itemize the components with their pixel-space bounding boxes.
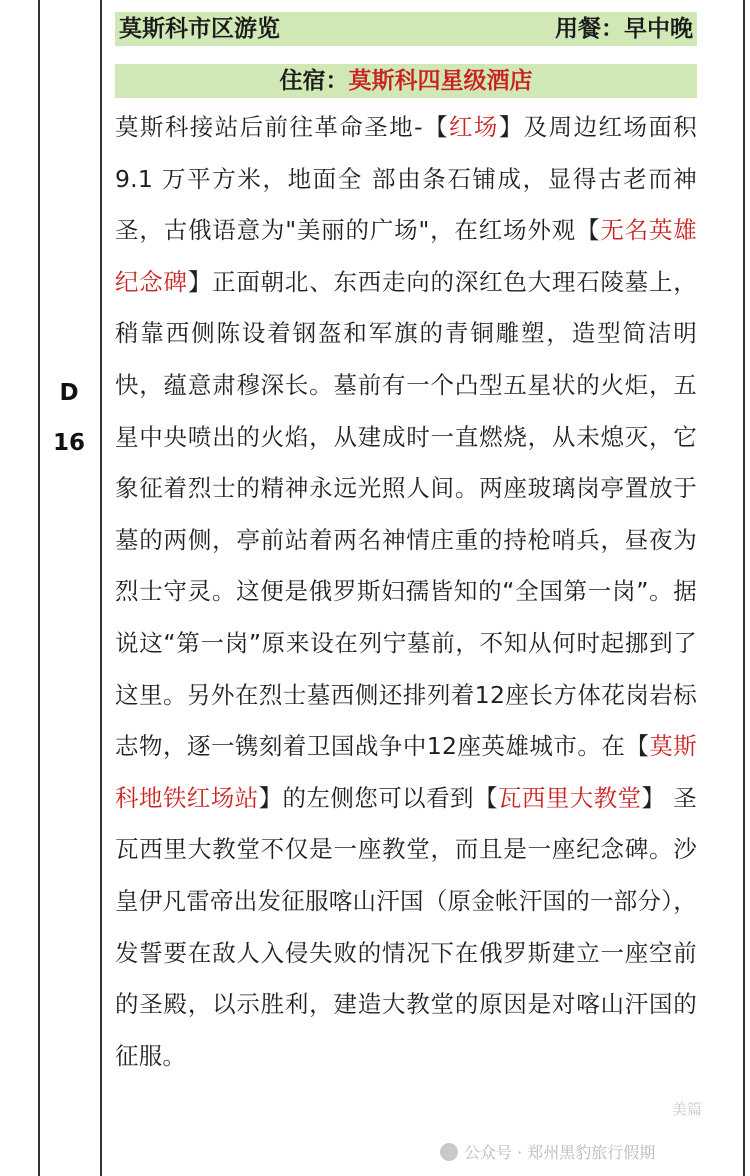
paragraph-text: 【	[625, 732, 650, 761]
watermark: 美篇	[672, 1100, 703, 1118]
day-content	[115, 12, 697, 1082]
meal-label: 用餐：	[555, 16, 624, 42]
highlighted-place: 瓦西里大教堂	[497, 783, 642, 812]
meal-info	[555, 12, 693, 46]
day-letter: D	[59, 380, 79, 406]
paragraph-text: 】的左侧您可以看到	[258, 783, 474, 812]
wechat-icon	[440, 1143, 458, 1161]
paragraph-text: 【	[576, 216, 601, 245]
stay-value: 莫斯科四星级酒店	[348, 68, 533, 94]
paragraph-text: 【	[422, 113, 449, 141]
accommodation-bar	[115, 64, 697, 98]
paragraph-text: 】及周边红场面积 9.1 万平方米，地面全 部由条石铺成，显得古老而神圣，古俄语意为"美丽的广场"，在红场外观	[115, 113, 697, 245]
paragraph-text: 莫斯科接站后前往革命圣地-	[115, 113, 423, 141]
footer-text: 公众号 · 郑州黑豹旅行假期	[464, 1143, 656, 1162]
paragraph-text: 】 圣瓦西里大教堂不仅是一座教堂，而且是一座纪念碑。沙皇伊凡雷帝出发征服喀山汗国（原金帐汗国的一部分），发誓要在敌人入侵失败的情况下在俄罗斯建立一座空前的圣殿，以示胜利，建造大教堂的原因是对喀山汗国的征服。	[115, 783, 697, 1070]
footer-source	[440, 1140, 655, 1163]
highlighted-place: 莫斯科地铁红场站	[115, 732, 697, 812]
meal-value: 早中晚	[624, 16, 693, 42]
highlighted-place: 红场	[448, 113, 499, 141]
column-divider	[100, 0, 102, 1176]
highlighted-place: 无名英雄纪念碑	[115, 216, 698, 296]
day-label	[38, 368, 100, 468]
paragraph-text: 】正面朝北、东西走向的深红色大理石陵墓上，稍靠西侧陈设着钢盔和军旗的青铜雕塑，造型简洁明快，蕴意肃穆深长。墓前有一个凸型五星状的火炬，五星中央喷出的火焰，从建成时一直燃烧，从未熄灭，它象征着烈士的精神永远光照人间。两座玻璃岗亭置放于墓的两侧，亭前站着两名神情庄重的持枪哨兵，昼夜为烈士守灵。这便是俄罗斯妇孺皆知的“全国第一岗”。据说这“第一岗”原来设在列宁墓前，不知从何时起挪到了这里。另外在烈士墓西侧还排列着12座长方体花岗岩标志物，逐一镌刻着卫国战争中12座英雄城市。在	[115, 267, 697, 761]
itinerary-paragraph	[115, 102, 697, 1082]
stay-label: 住宿：	[279, 68, 349, 94]
paragraph-text: 【	[473, 783, 498, 812]
page-title: 莫斯科市区游览	[119, 16, 280, 42]
day-number: 16	[52, 430, 85, 456]
title-bar	[115, 12, 697, 46]
